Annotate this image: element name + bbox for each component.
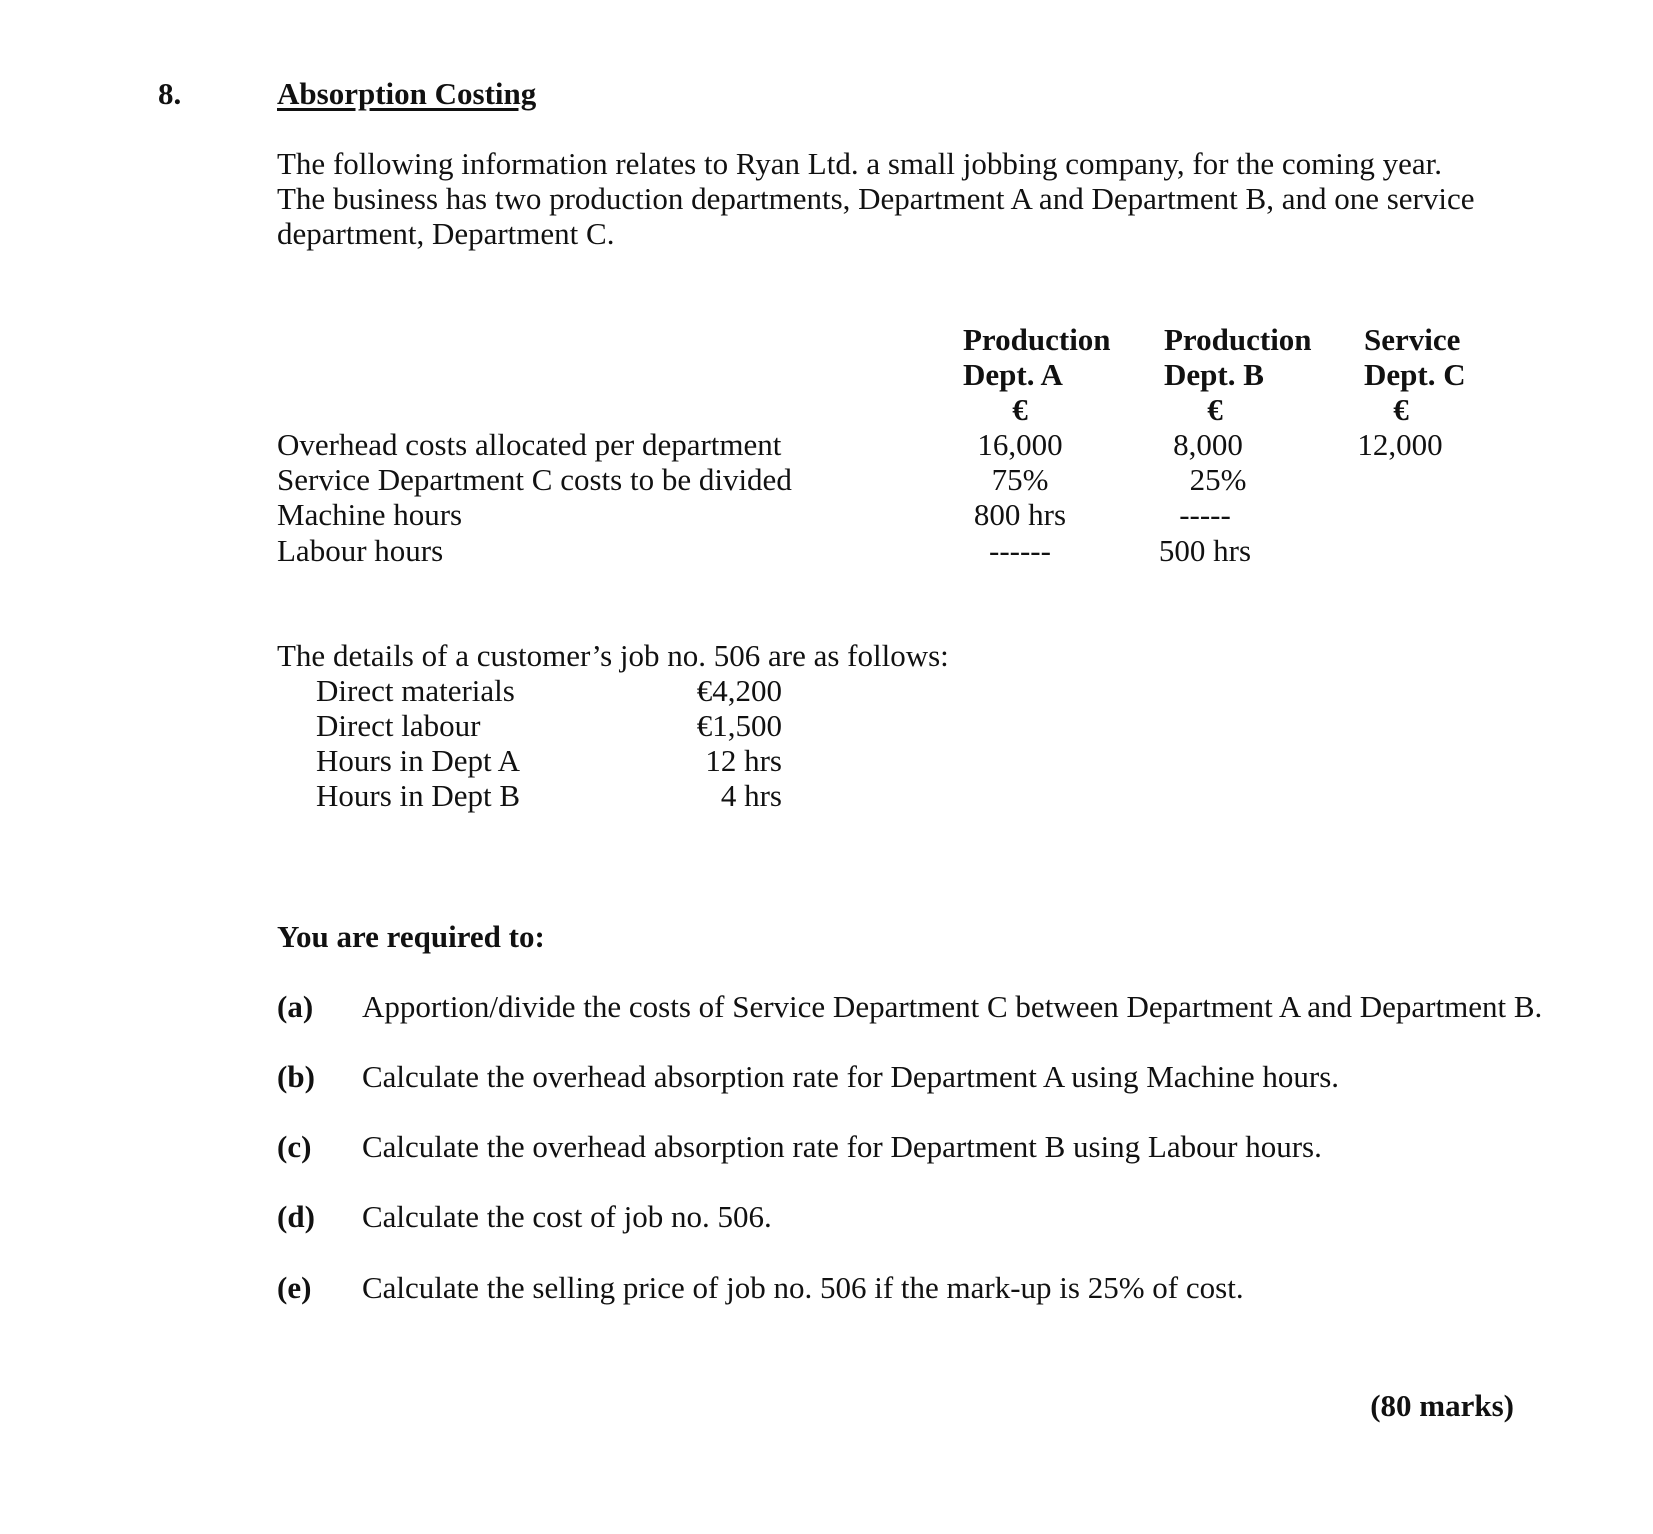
job-detail-value: 4 hrs [720, 778, 782, 813]
row-label-machine-hours: Machine hours [277, 497, 463, 532]
header-dept-a-currency: € [1012, 392, 1028, 427]
header-dept-b-currency: € [1207, 392, 1223, 427]
requirement-text: Calculate the cost of job no. 506. [362, 1199, 772, 1234]
header-dept-c-line1: Service [1364, 322, 1461, 357]
requirement-letter: (e) [277, 1270, 312, 1305]
job-detail-label: Direct materials [316, 673, 515, 708]
marks-total: (80 marks) [1370, 1388, 1514, 1423]
question-number: 8. [158, 76, 182, 111]
requirement-text: Calculate the overhead absorption rate for Department A using Machine hours. [362, 1059, 1340, 1094]
header-dept-c-currency: € [1393, 392, 1409, 427]
required-heading: You are required to: [277, 919, 545, 954]
cell-service-split-b: 25% [1189, 462, 1247, 497]
cell-machine-hours-b: ----- [1179, 497, 1231, 532]
question-title: Absorption Costing [277, 76, 537, 111]
job-detail-label: Direct labour [316, 708, 481, 743]
job-detail-label: Hours in Dept A [316, 743, 521, 778]
header-dept-c-line2: Dept. C [1364, 357, 1466, 392]
cell-service-split-a: 75% [991, 462, 1049, 497]
cell-overhead-c: 12,000 [1357, 427, 1443, 462]
row-label-labour-hours: Labour hours [277, 533, 444, 568]
intro-line: department, Department C. [277, 216, 615, 251]
cell-labour-hours-b: 500 hrs [1158, 533, 1252, 568]
cell-labour-hours-a: ------ [989, 533, 1051, 568]
requirement-text: Calculate the overhead absorption rate for Department B using Labour hours. [362, 1129, 1322, 1164]
requirement-letter: (a) [277, 989, 314, 1024]
requirement-letter: (c) [277, 1129, 312, 1164]
requirement-text: Calculate the selling price of job no. 506 if the mark-up is 25% of cost. [362, 1270, 1244, 1305]
header-dept-a-line2: Dept. A [963, 357, 1063, 392]
header-dept-b-line2: Dept. B [1164, 357, 1264, 392]
cell-overhead-b: 8,000 [1173, 427, 1243, 462]
job-detail-label: Hours in Dept B [316, 778, 521, 813]
job-detail-value: €4,200 [696, 673, 782, 708]
header-dept-a-line1: Production [963, 322, 1111, 357]
intro-paragraph [277, 146, 1475, 251]
job-detail-value: 12 hrs [705, 743, 782, 778]
header-dept-b-line1: Production [1164, 322, 1312, 357]
cell-machine-hours-a: 800 hrs [973, 497, 1067, 532]
intro-line: The following information relates to Ryan Ltd. a small jobbing company, for the coming year. [277, 146, 1442, 181]
row-label-overhead: Overhead costs allocated per department [277, 427, 782, 462]
requirement-letter: (d) [277, 1199, 315, 1234]
job-intro: The details of a customer’s job no. 506 are as follows: [277, 638, 949, 673]
requirement-text: Apportion/divide the costs of Service Department C between Department A and Department B. [362, 989, 1543, 1024]
cell-overhead-a: 16,000 [977, 427, 1063, 462]
job-detail-value: €1,500 [696, 708, 782, 743]
row-label-service-split: Service Department C costs to be divided [277, 462, 792, 497]
requirement-letter: (b) [277, 1059, 315, 1094]
intro-line: The business has two production departments, Department A and Department B, and one service [277, 181, 1475, 216]
